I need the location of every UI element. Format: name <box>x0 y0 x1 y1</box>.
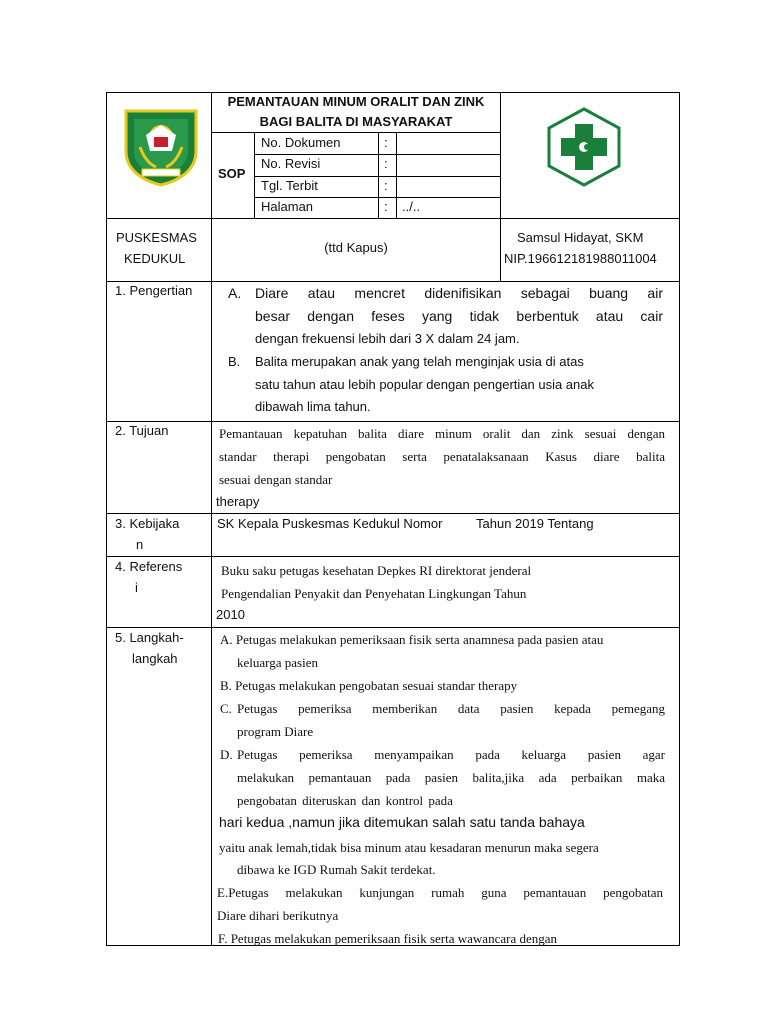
org-name-line2: KEDUKUL <box>124 251 186 266</box>
regional-emblem-icon <box>120 107 202 187</box>
signature-placeholder: (ttd Kapus) <box>324 240 388 255</box>
referensi-line2: Pengendalian Penyakit dan Penyehatan Lingkungan Tahun <box>221 586 527 601</box>
section-label-referensi-cont: i <box>135 580 138 595</box>
section-label-langkah: 5. Langkah- <box>115 630 184 645</box>
tujuan-line3: sesuai dengan standar <box>219 472 333 487</box>
pengertian-a-line2: besar dengan feses yang tidak berbentuk atau cair <box>255 308 663 324</box>
meta-sep: : <box>384 199 388 214</box>
section-label-langkah-cont: langkah <box>132 651 178 666</box>
langkah-a-line2: keluarga pasien <box>237 655 318 670</box>
meta-label-tgl-terbit: Tgl. Terbit <box>261 178 318 193</box>
langkah-e-line1: E.Petugas melakukan kunjungan rumah guna pemantauan pengobatan <box>217 885 663 900</box>
sop-label: SOP <box>218 166 246 181</box>
pengertian-b-line3: dibawah lima tahun. <box>255 399 371 414</box>
langkah-f-line1: F. Petugas melakukan pemeriksaan fisik serta wawancara dengan <box>218 931 558 946</box>
list-marker: B. <box>228 354 241 369</box>
meta-value-halaman: ../.. <box>402 199 421 214</box>
document-title-line1: PEMANTAUAN MINUM ORALIT DAN ZINK <box>227 94 485 109</box>
document-title-line2: BAGI BALITA DI MASYARAKAT <box>259 114 453 129</box>
tujuan-line4: therapy <box>216 494 260 509</box>
kebijakan-text-b: Tahun 2019 Tentang <box>476 516 594 531</box>
referensi-line3: 2010 <box>216 607 245 622</box>
meta-label-no-dokumen: No. Dokumen <box>261 135 341 150</box>
langkah-d-line5: yaitu anak lemah,tidak bisa minum atau kesadaran menurun maka segera <box>219 840 599 855</box>
langkah-a-line1: A. Petugas melakukan pemeriksaan fisik serta anamnesa pada pasien atau <box>220 632 604 647</box>
pengertian-a-line3: dengan frekuensi lebih dari 3 X dalam 24 jam. <box>255 331 520 346</box>
kebijakan-text-a: SK Kepala Puskesmas Kedukul Nomor <box>217 516 443 531</box>
langkah-c-line1: Petugas pemeriksa memberikan data pasien kepada pemegang <box>237 701 665 716</box>
referensi-line1: Buku saku petugas kesehatan Depkes RI direktorat jenderal <box>221 563 532 578</box>
langkah-d-line2: melakukan pemantauan pada pasien balita,jika ada perbaikan maka <box>237 770 665 785</box>
langkah-d-line3: pengobatan diteruskan dan kontrol pada <box>237 793 453 808</box>
list-marker: C. <box>220 701 232 716</box>
section-label-tujuan: 2. Tujuan <box>115 423 169 438</box>
head-nip: NIP.196612181988011004 <box>504 251 657 266</box>
langkah-d-line6: dibawa ke IGD Rumah Sakit terdekat. <box>237 862 436 877</box>
section-label-referensi: 4. Referens <box>115 559 183 574</box>
meta-sep: : <box>384 156 388 171</box>
list-marker: A. <box>228 285 242 301</box>
list-marker: D. <box>220 747 233 762</box>
langkah-d-line1: Petugas pemeriksa menyampaikan pada keluarga pasien agar <box>237 747 665 762</box>
puskesmas-cross-logo-icon <box>543 106 625 188</box>
section-label-kebijakan: 3. Kebijaka <box>115 516 180 531</box>
tujuan-line1: Pemantauan kepatuhan balita diare minum oralit dan zink sesuai dengan <box>219 426 665 441</box>
meta-label-no-revisi: No. Revisi <box>261 156 321 171</box>
pengertian-b-line2: satu tahun atau lebih popular dengan pengertian usia anak <box>255 377 594 392</box>
langkah-d-line4: hari kedua ,namun jika ditemukan salah satu tanda bahaya <box>219 814 585 830</box>
section-label-pengertian: 1. Pengertian <box>115 283 193 298</box>
langkah-c-line2: program Diare <box>237 724 314 739</box>
langkah-e-line2: Diare dihari berikutnya <box>217 908 339 923</box>
langkah-b: B. Petugas melakukan pengobatan sesuai standar therapy <box>220 678 518 693</box>
meta-sep: : <box>384 178 388 193</box>
section-label-kebijakan-cont: n <box>136 537 144 552</box>
pengertian-b-line1: Balita merupakan anak yang telah menginjak usia di atas <box>255 354 584 369</box>
tujuan-line2: standar therapi pengobatan serta penatalaksanaan Kasus diare balita <box>219 449 665 464</box>
meta-sep: : <box>384 135 388 150</box>
head-name: Samsul Hidayat, SKM <box>517 230 644 245</box>
meta-label-halaman: Halaman <box>261 199 314 214</box>
org-name-line1: PUSKESMAS <box>116 230 197 245</box>
pengertian-a-line1: Diare atau mencret didenifisikan sebagai buang air <box>255 285 663 301</box>
